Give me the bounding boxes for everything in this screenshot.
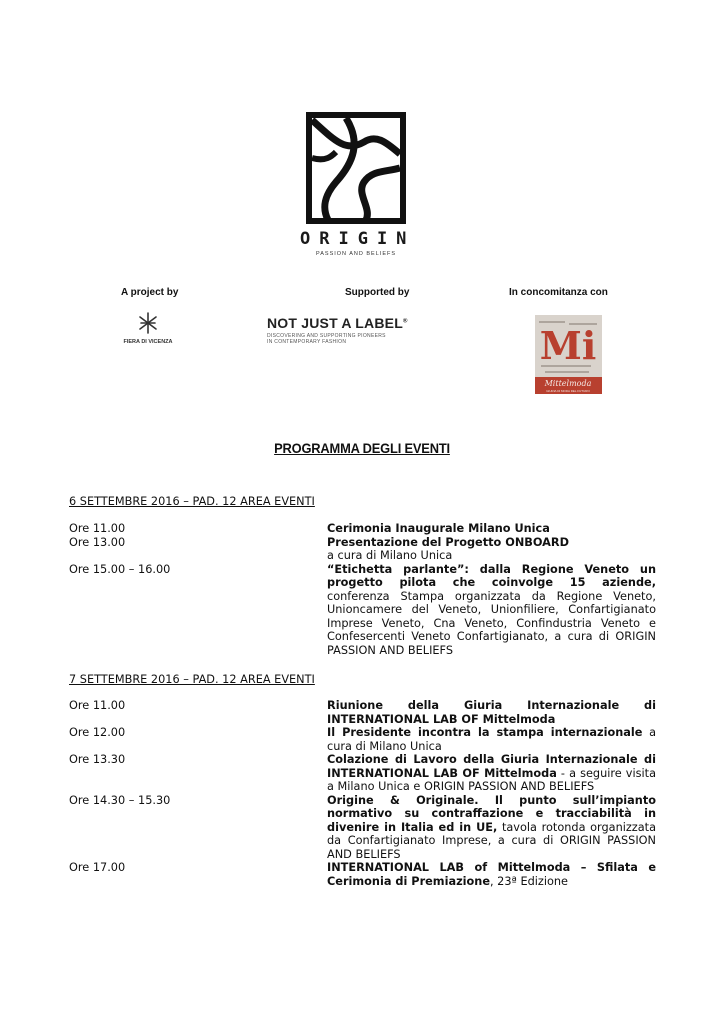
event-row (69, 861, 656, 888)
event-list-6-settembre (69, 522, 656, 657)
concomitanza-caption: In concomitanza con (509, 287, 608, 298)
event-time: Ore 11.00 (69, 699, 126, 712)
mittelmoda-mark: Mi (539, 323, 597, 368)
event-time: Ore 14.30 – 15.30 (69, 793, 171, 807)
mittelmoda-tagline: GIURIA DI MODA DEL FUTURO (546, 389, 590, 393)
event-description: Riunione della Giuria Internazionale di INTERNATIONAL LAB OF Mittelmoda (327, 699, 656, 726)
asterisk-star-icon (138, 312, 158, 334)
origin-tagline: PASSION AND BELIEFS (315, 251, 397, 257)
event-time: Ore 11.00 (69, 522, 126, 535)
origin-logo (300, 112, 416, 262)
origin-wordmark: ORIGIN (300, 229, 416, 249)
event-list-7-settembre (69, 699, 656, 888)
supported-by-caption: Supported by (345, 287, 410, 298)
event-time: Ore 17.00 (69, 861, 126, 874)
event-description: Cerimonia Inaugurale Milano Unica (327, 522, 550, 535)
event-row (69, 753, 656, 794)
njal-subtitle: DISCOVERING AND SUPPORTING PIONEERS IN CONTEMPORARY FASHION (267, 333, 386, 345)
mittelmoda-name: Mittelmoda (544, 379, 592, 388)
fiera-di-vicenza-logo (116, 312, 180, 352)
event-row (69, 563, 656, 658)
section-heading-7-settembre: 7 SETTEMBRE 2016 – PAD. 12 AREA EVENTI (69, 673, 315, 686)
event-row (69, 726, 656, 753)
event-description: Il Presidente incontra la stampa internazionale a cura di Milano Unica (327, 726, 657, 753)
event-row (69, 794, 656, 862)
event-time: Ore 12.00 (69, 726, 126, 739)
njal-title: NOT JUST A LABEL® (267, 315, 408, 331)
event-time: Ore 15.00 – 16.00 (69, 562, 171, 576)
project-by-caption: A project by (121, 287, 179, 298)
origin-x-mark-icon (306, 112, 406, 224)
not-just-a-label-logo (267, 315, 417, 347)
event-description: “Etichetta parlante”: dalla Regione Veneto un progetto pilota che coinvolge 15 aziende, conferenza Stampa organizzata da Regione Veneto, Unioncamere del Veneto, Unionfiliere, Confartigianato Imprese Veneto, Cna Veneto, Confindustria Veneto e Confesercenti Veneto Confartigianato, a cura di ORIGIN PASSION AND BELIEFS (327, 562, 656, 657)
page-title: PROGRAMMA DEGLI EVENTI (274, 440, 450, 456)
event-description: INTERNATIONAL LAB of Mittelmoda – Sfilata e Cerimonia di Premiazione, 23ª Edizione (327, 861, 656, 888)
event-row (69, 522, 656, 536)
event-description: Colazione di Lavoro della Giuria Internazionale di INTERNATIONAL LAB OF Mittelmoda - a seguire visita a Milano Unica e ORIGIN PASSION AND BELIEFS (327, 753, 657, 793)
event-description: Origine & Originale. Il punto sull’impianto normativo su contraffazione e tracciabilità in divenire in Italia ed in UE, tavola rotonda organizzata da Confartigianato Imprese, a cura di ORIGIN PASSION AND BELIEFS (327, 793, 656, 861)
event-row (69, 699, 656, 726)
fiera-name: FIERA DI VICENZA (123, 339, 173, 345)
event-description: Presentazione del Progetto ONBOARD a cura di Milano Unica (327, 535, 570, 562)
event-time: Ore 13.30 (69, 753, 126, 766)
mittelmoda-logo (535, 315, 602, 394)
section-heading-6-settembre: 6 SETTEMBRE 2016 – PAD. 12 AREA EVENTI (69, 495, 315, 508)
event-row (69, 536, 656, 563)
event-time: Ore 13.00 (69, 535, 126, 549)
